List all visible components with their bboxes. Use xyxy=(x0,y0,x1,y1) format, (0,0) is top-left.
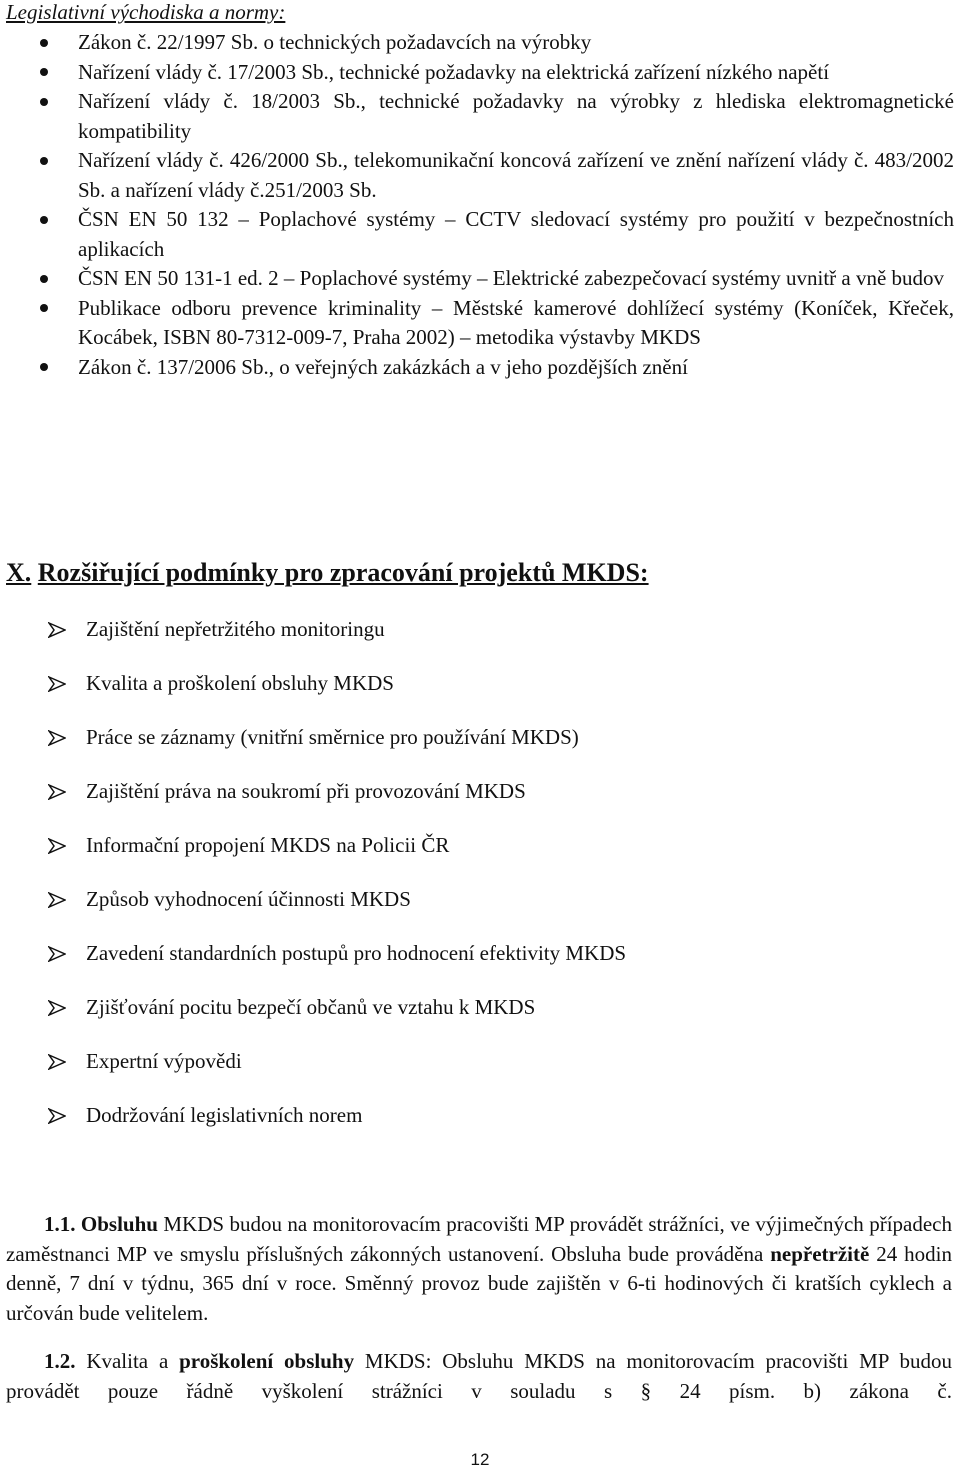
bold-text: nepřetržitě xyxy=(770,1241,870,1266)
arrow-bullet-icon xyxy=(48,892,66,908)
list-item-text: Dodržování legislativních norem xyxy=(86,1103,363,1127)
list-item-text: ČSN EN 50 131-1 ed. 2 – Poplachové systémy – Elektrické zabezpečovací systémy uvnitř a vně budov xyxy=(78,266,945,290)
list-item xyxy=(0,668,960,722)
arrow-bullet-icon xyxy=(48,730,66,746)
paragraph-text: 24 hodin denně, 7 dní v týdnu, 365 dní v roce. Směnný provoz bude zajištěn v 6-ti hodinových či kratších cyklech a určován bude velitelem. xyxy=(6,1241,952,1325)
list-item-text: Zajištění nepřetržitého monitoringu xyxy=(86,617,385,641)
bullet-icon xyxy=(40,304,48,312)
chapter-number: X. xyxy=(6,558,32,587)
arrow-bullet-icon xyxy=(48,838,66,854)
paragraph-text: MKDS: Obsluhu MKDS na monitorovacím pracovišti MP budou provádět pouze řádně vyškolení strážníci v souladu s § 24 písm. b) zákona č. xyxy=(6,1349,952,1403)
bold-text: proškolení obsluhy xyxy=(179,1349,355,1373)
chapter-heading xyxy=(6,558,649,588)
list-item-text: Nařízení vlády č. 17/2003 Sb., technické požadavky na elektrická zařízení nízkého napětí xyxy=(78,59,830,84)
list-item xyxy=(0,1100,960,1154)
list-item xyxy=(0,614,960,668)
paragraph-text: Kvalita a xyxy=(75,1349,180,1373)
page-number: 12 xyxy=(470,1450,490,1469)
chapter-title: Rozšiřující podmínky pro zpracování projektů MKDS: xyxy=(37,558,649,587)
conditions-list xyxy=(0,614,960,1154)
list-item-text: Zákon č. 22/1997 Sb. o technických požadavcích na výrobky xyxy=(78,30,592,54)
list-item xyxy=(0,58,960,88)
list-item-text: Nařízení vlády č. 426/2000 Sb., telekomunikační koncová zařízení ve znění nařízení vlády č. 483/2002 Sb. a nařízení vlády č.251/2003 Sb. xyxy=(78,148,954,202)
arrow-bullet-icon xyxy=(48,622,66,638)
list-item xyxy=(0,146,960,205)
list-item-text: Publikace odboru prevence kriminality – Městské kamerové dohlížecí systémy (Koníček, Křeček, Kocábek, ISBN 80-7312-009-7, Praha 2002) – metodika výstavby MKDS xyxy=(78,295,954,349)
list-item xyxy=(0,938,960,992)
bullet-icon xyxy=(40,275,48,283)
paragraph-1-1 xyxy=(6,1210,952,1328)
list-item-text: Zjišťování pocitu bezpečí občanů ve vztahu k MKDS xyxy=(86,995,536,1019)
list-item xyxy=(0,884,960,938)
list-item-text: Zákon č. 137/2006 Sb., o veřejných zakázkách a v jeho pozdějších znění xyxy=(78,354,688,379)
paragraph-number: 1.1. xyxy=(44,1212,76,1236)
arrow-bullet-icon xyxy=(48,1054,66,1070)
paragraph-text: MKDS budou na monitorovacím pracovišti MP provádět strážníci, ve výjimečných případech zaměstnanci MP ve smyslu příslušných zákonných ustanovení. Obsluha bude prováděna xyxy=(6,1212,953,1266)
list-item xyxy=(0,87,960,146)
arrow-bullet-icon xyxy=(48,784,66,800)
bullet-icon xyxy=(40,39,48,47)
bold-text: Obsluhu xyxy=(80,1212,158,1236)
list-item-text: Expertní výpovědi xyxy=(86,1049,242,1073)
section-title: Legislativní východiska a normy: xyxy=(6,0,286,24)
list-item xyxy=(0,264,960,294)
list-item xyxy=(0,294,960,353)
list-item-text: Informační propojení MKDS na Policii ČR xyxy=(86,833,450,857)
arrow-bullet-icon xyxy=(48,946,66,962)
arrow-bullet-icon xyxy=(48,1108,66,1124)
list-item-text: ČSN EN 50 132 – Poplachové systémy – CCTV sledovací systémy pro použití v bezpečnostních aplikacích xyxy=(78,207,954,261)
arrow-bullet-icon xyxy=(48,676,66,692)
bullet-icon xyxy=(40,98,48,106)
list-item-text: Nařízení vlády č. 18/2003 Sb., technické požadavky na výrobky z hlediska elektromagnetické kompatibility xyxy=(78,89,954,143)
bullet-icon xyxy=(40,68,48,76)
list-item xyxy=(0,1046,960,1100)
list-item-text: Kvalita a proškolení obsluhy MKDS xyxy=(86,671,394,695)
list-item xyxy=(0,830,960,884)
list-item-text: Práce se záznamy (vnitřní směrnice pro používání MKDS) xyxy=(86,725,579,749)
list-item xyxy=(0,992,960,1046)
list-item-text: Způsob vyhodnocení účinnosti MKDS xyxy=(86,887,411,911)
paragraph-number: 1.2. xyxy=(44,1349,76,1373)
list-item xyxy=(0,28,960,58)
bullet-icon xyxy=(40,157,48,165)
list-item xyxy=(0,722,960,776)
paragraph-1-2 xyxy=(6,1347,952,1406)
legislation-list xyxy=(0,28,960,382)
list-item-text: Zavedení standardních postupů pro hodnocení efektivity MKDS xyxy=(86,941,627,965)
list-item xyxy=(0,205,960,264)
arrow-bullet-icon xyxy=(48,1000,66,1016)
list-item-text: Zajištění práva na soukromí při provozování MKDS xyxy=(86,779,526,803)
bullet-icon xyxy=(40,216,48,224)
bullet-icon xyxy=(40,363,48,371)
list-item xyxy=(0,353,960,383)
list-item xyxy=(0,776,960,830)
